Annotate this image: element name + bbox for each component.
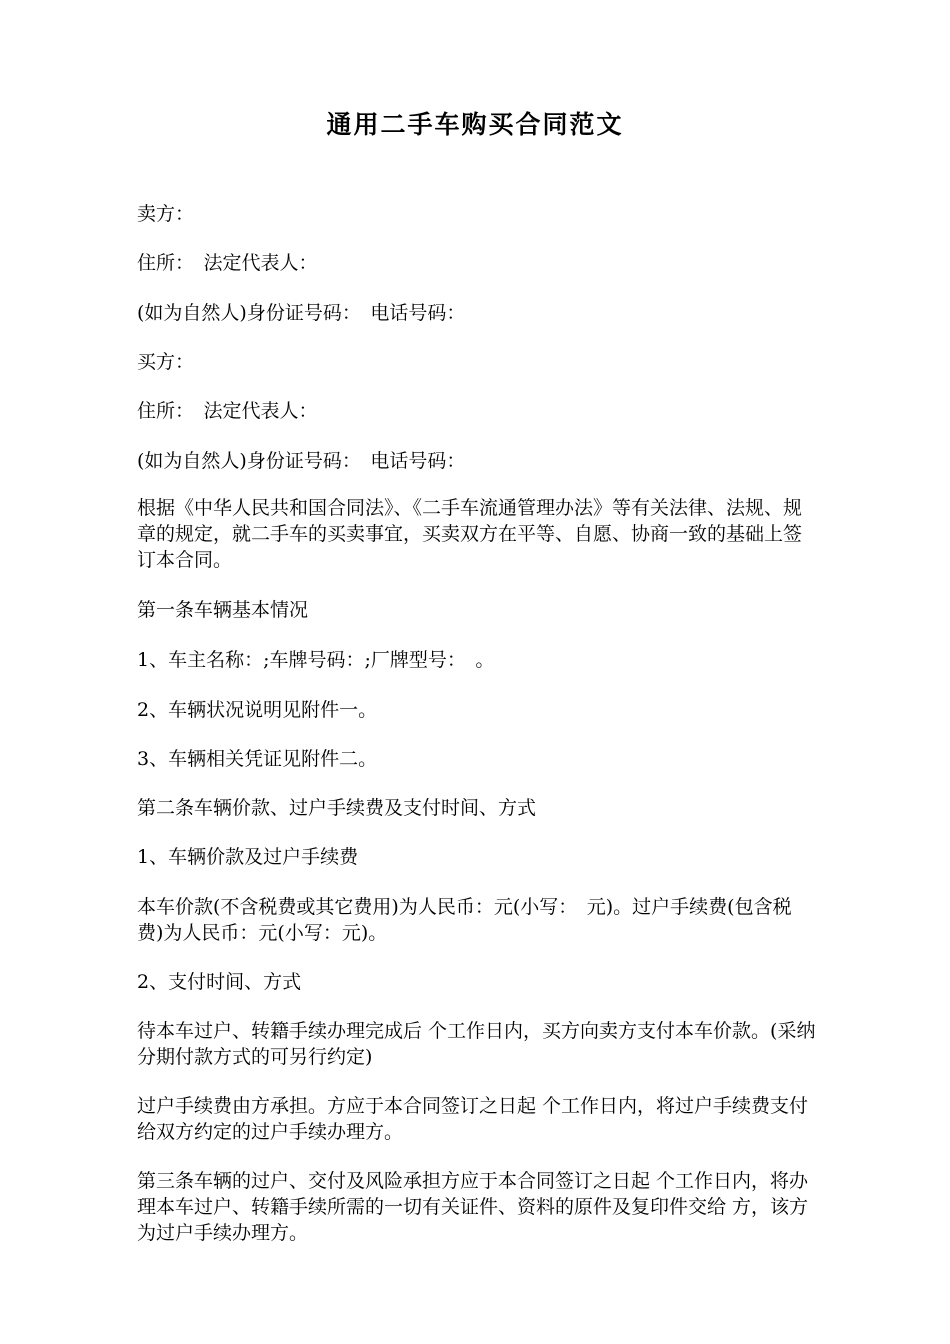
- price-paragraph: 本车价款(不含税费或其它费用)为人民币：元(小写： 元)。过户手续费(包含税费)为人民币：元(小写：元)。: [137, 896, 792, 944]
- article-1-heading: 第一条车辆基本情况: [137, 599, 309, 621]
- article-2-heading: 第二条车辆价款、过户手续费及支付时间、方式: [137, 797, 537, 819]
- buyer-id-line: (如为自然人)身份证号码： 电话号码：: [137, 450, 466, 472]
- transfer-fee-paragraph: 过户手续费由方承担。方应于本合同签订之日起 个工作日内，将过户手续费支付给双方约定的过户手续办理方。: [137, 1095, 809, 1143]
- article-1-item-1: 1、车主名称：;车牌号码：;厂牌型号： 。: [137, 649, 495, 671]
- article-2-item-1: 1、车辆价款及过户手续费: [137, 846, 359, 868]
- seller-label: 卖方：: [137, 203, 195, 225]
- seller-id-line: (如为自然人)身份证号码： 电话号码：: [137, 302, 466, 324]
- buyer-label: 买方：: [137, 351, 195, 373]
- article-3-paragraph: 第三条车辆的过户、交付及风险承担方应于本合同签订之日起 个工作日内，将办理本车过户、转籍手续所需的一切有关证件、资料的原件及复印件交给 方，该方为过户手续办理方。: [137, 1170, 809, 1244]
- document-title: 通用二手车购买合同范文: [326, 110, 624, 139]
- payment-paragraph: 待本车过户、转籍手续办理完成后 个工作日内，买方向卖方支付本车价款。(采纳分期付款方式的可另行约定): [137, 1020, 816, 1068]
- article-1-item-2: 2、车辆状况说明见附件一。: [137, 699, 378, 721]
- preamble-paragraph: 根据《中华人民共和国合同法》、《二手车流通管理办法》等有关法律、法规、规章的规定，就二手车的买卖事宜，买卖双方在平等、自愿、协商一致的基础上签订本合同。: [137, 497, 803, 571]
- buyer-address-line: 住所： 法定代表人：: [137, 400, 318, 422]
- seller-address-line: 住所： 法定代表人：: [137, 252, 318, 274]
- article-2-item-2: 2、支付时间、方式: [137, 971, 302, 993]
- article-1-item-3: 3、车辆相关凭证见附件二。: [137, 748, 378, 770]
